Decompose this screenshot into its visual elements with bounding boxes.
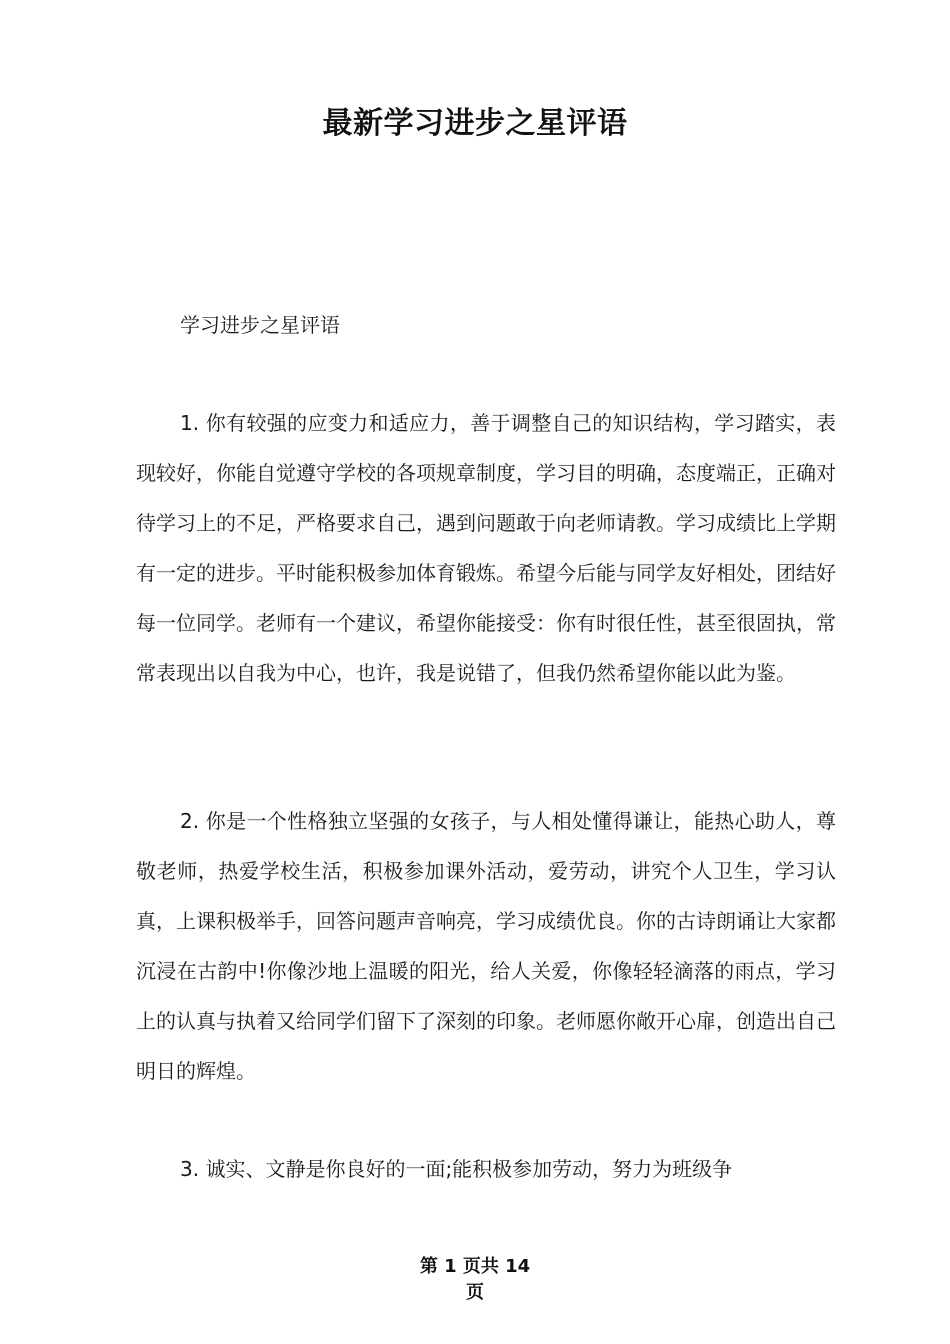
section-heading: 学习进步之星评语	[180, 313, 340, 337]
page-number	[0, 1254, 950, 1306]
paragraph-1: 1. 你有较强的应变力和适应力，善于调整自己的知识结构，学习踏实，表现较好，你能自觉遵守学校的各项规章制度，学习目的明确，态度端正，正确对待学习上的不足，严格要求自己，遇到问题敢于向老师请教。学习成绩比上学期有一定的进步。平时能积极参加体育锻炼。希望今后能与同学友好相处，团结好每一位同学。老师有一个建议，希望你能接受：你有时很任性，甚至很固执，常常表现出以自我为中心，也许，我是说错了，但我仍然希望你能以此为鉴。	[136, 411, 836, 685]
paragraph-2: 2. 你是一个性格独立坚强的女孩子，与人相处懂得谦让，能热心助人，尊敬老师，热爱学校生活，积极参加课外活动，爱劳动，讲究个人卫生，学习认真，上课积极举手，回答问题声音响亮，学习成绩优良。你的古诗朗诵让大家都沉浸在古韵中!你像沙地上温暖的阳光，给人关爱，你像轻轻滴落的雨点，学习上的认真与执着又给同学们留下了深刻的印象。老师愿你敞开心扉，创造出自己明日的辉煌。	[136, 809, 836, 1083]
document-title: 最新学习进步之星评语	[322, 106, 628, 141]
page-number-line-2: 页	[466, 1282, 484, 1303]
paragraph-3: 3. 诚实、文静是你良好的一面;能积极参加劳动，努力为班级争	[180, 1157, 733, 1181]
page-number-line-1: 第 1 页共 14	[419, 1256, 531, 1277]
